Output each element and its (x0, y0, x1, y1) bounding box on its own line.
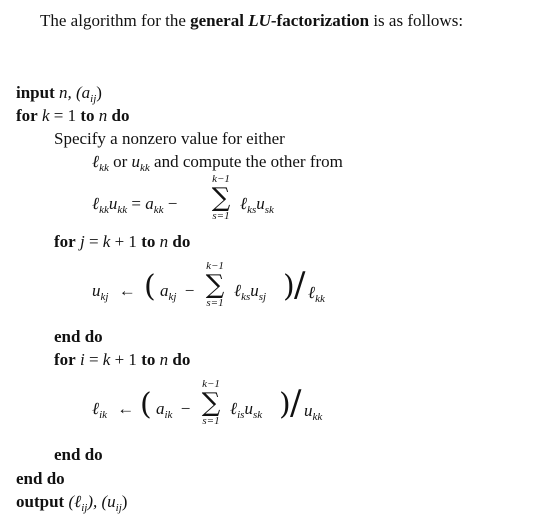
eq3-term-ell-sub: is (237, 409, 245, 421)
intro-lu: LU (248, 11, 271, 30)
eq1-term (240, 194, 274, 216)
for-i-line (54, 351, 190, 368)
eq3-rparen: ) (279, 387, 291, 422)
eq2-sum-upper: k−1 (206, 260, 224, 272)
intro-factorization: -factorization (270, 11, 370, 30)
output-u-close: ) (121, 492, 128, 511)
eq3-term-u: u (244, 399, 253, 418)
eq2-rparen: ) (283, 269, 295, 304)
input-vars: n, (a (59, 83, 91, 102)
eq3-minus: − (180, 399, 191, 418)
for-j-line (54, 233, 190, 250)
eq1-sum-lower: s=1 (212, 210, 230, 222)
eq3-lhs (92, 399, 135, 421)
input-close: ) (96, 83, 102, 102)
output-l-open: (ℓ (64, 492, 82, 511)
for-n-var: n (98, 106, 108, 125)
eq3-a-sub: ik (164, 409, 173, 421)
intro-general: general (190, 11, 249, 30)
eq2-term (234, 281, 267, 303)
eq2-div-ell-sub: kk (315, 293, 325, 305)
eq3-div-u: u (304, 401, 313, 420)
for-j-plus: + 1 (110, 232, 142, 251)
for-k-var: k (41, 106, 50, 125)
eq3-ell: ℓ (92, 399, 100, 418)
eq3-sum-lower: s=1 (202, 415, 220, 427)
for-j-var: j (79, 232, 85, 251)
output-l-close: ), (u (87, 492, 116, 511)
eq2-a: a (160, 281, 169, 300)
eq3-term-u-sub: sk (252, 409, 263, 421)
eq1-term-u-sub: sk (264, 204, 274, 216)
eq2-term-u: u (250, 281, 259, 300)
eq1-lhs-ell-sub: kk (99, 204, 109, 216)
for-i-to: to (141, 350, 156, 369)
intro-sentence (40, 12, 463, 29)
for-j-kw: for (54, 232, 76, 251)
eq1-term-ell-sub: ks (247, 204, 257, 216)
intro-suffix: is as follows: (369, 11, 464, 30)
eq2-slash: / (294, 265, 306, 305)
eq2-arrow: ← (118, 281, 136, 300)
eq3-a: a (156, 399, 165, 418)
eq2-sum-lower: s=1 (206, 297, 224, 309)
for-j-to: to (141, 232, 156, 251)
eq3-div-u-sub: kk (312, 411, 323, 423)
for-i-eq: = (84, 350, 103, 369)
input-sub: ij (90, 93, 97, 105)
eq1-minus: − (163, 194, 178, 213)
eq2-div (308, 283, 325, 305)
eq1-lhs-u-sub: kk (117, 204, 128, 216)
specify-text: Specify a nonzero value for either (54, 129, 285, 148)
eq3-a-term (156, 399, 191, 421)
output-u-sub: ij (115, 502, 122, 514)
for-j-k: k (102, 232, 111, 251)
end-do-3: end do (16, 469, 65, 488)
input-line (16, 83, 102, 105)
eq1-eq: = (127, 194, 146, 213)
kw-do: do (111, 106, 130, 125)
eq2-term-ell: ℓ (234, 281, 242, 300)
eq3-arrow: ← (117, 399, 135, 418)
eq2-div-ell: ℓ (308, 283, 316, 302)
for-i-n: n (159, 350, 169, 369)
eq3-div (304, 401, 323, 423)
specify-line (54, 130, 285, 147)
eq1-term-u: u (256, 194, 265, 213)
eq1-lhs-ell: ℓ (92, 194, 100, 213)
kw-input: input (16, 83, 55, 102)
eq2-term-ell-sub: ks (241, 291, 251, 303)
for-j-do: do (172, 232, 191, 251)
eq2-a-term (160, 281, 195, 303)
for-j-n: n (159, 232, 169, 251)
eq1-a-sub: kk (153, 204, 164, 216)
either-line (92, 152, 343, 174)
eq2-sum (200, 261, 230, 309)
eq3-term-ell: ℓ (230, 399, 238, 418)
eq2-a-sub: kj (168, 291, 177, 303)
eq1-lhs (92, 194, 178, 216)
for-j-eq: = (84, 232, 103, 251)
eq2-lhs (92, 281, 136, 303)
either-u: u (131, 152, 141, 171)
for-i-var: i (79, 350, 85, 369)
kw-for: for (16, 106, 38, 125)
kw-output: output (16, 492, 65, 511)
either-ell: ℓ (92, 152, 100, 171)
either-ell-sub: kk (99, 162, 109, 174)
eq3-term (230, 399, 263, 421)
intro-prefix: The algorithm for the (40, 11, 191, 30)
eq1-sum-upper: k−1 (212, 173, 230, 185)
eq3-ell-sub: ik (99, 409, 108, 421)
output-line (16, 492, 128, 514)
eq1-sum (206, 174, 236, 222)
eq1-term-ell: ℓ (240, 194, 248, 213)
eq2-lparen: ( (144, 269, 156, 304)
eq3-slash: / (290, 383, 302, 423)
for-i-plus: + 1 (110, 350, 142, 369)
for-i-do: do (172, 350, 191, 369)
for-i-kw: for (54, 350, 76, 369)
eq3-lparen: ( (140, 387, 152, 422)
kw-to: to (80, 106, 95, 125)
end-do-2: end do (54, 445, 103, 464)
for-k-line (16, 107, 130, 124)
end-do-1: end do (54, 327, 103, 346)
eq1-lhs-u: u (108, 194, 118, 213)
eq2-term-u-sub: sj (258, 291, 267, 303)
eq2-u: u (92, 281, 101, 300)
eq3-sum-upper: k−1 (202, 378, 220, 390)
eq3-sum (196, 379, 226, 427)
either-or: or (108, 152, 132, 171)
eq2-u-sub: kj (100, 291, 109, 303)
either-rest: and compute the other from (149, 152, 343, 171)
eq1-a: a (145, 194, 154, 213)
output-l-sub: ij (81, 502, 88, 514)
eq3-sum-sigma: ∑ (201, 388, 221, 418)
eq2-minus: − (184, 281, 195, 300)
for-k-eq: = 1 (49, 106, 81, 125)
either-u-sub: kk (140, 162, 150, 174)
eq2-sum-sigma: ∑ (205, 270, 225, 300)
eq1-sum-sigma: ∑ (211, 183, 231, 213)
for-i-k: k (102, 350, 111, 369)
